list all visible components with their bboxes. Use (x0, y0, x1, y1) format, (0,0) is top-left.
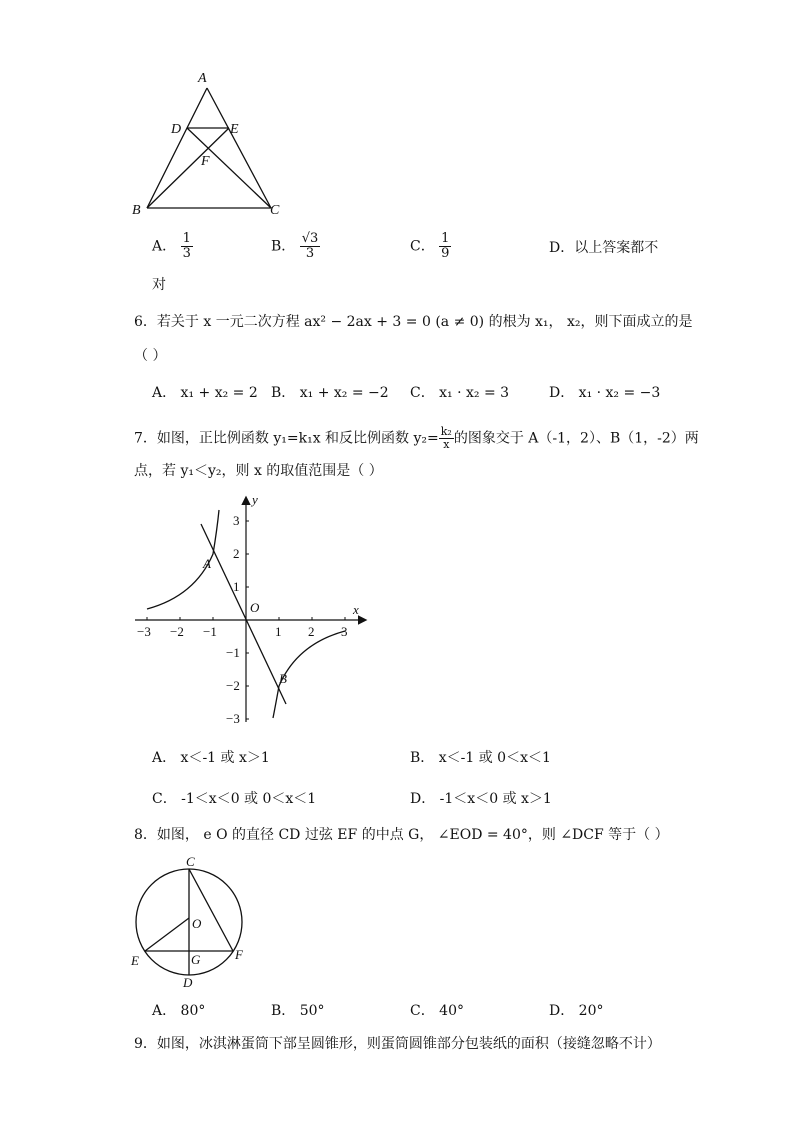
origin-label: O (250, 600, 260, 615)
q5-option-b[interactable] (271, 232, 320, 261)
numerator: √3 (301, 231, 319, 246)
side-ab (147, 88, 207, 208)
q5-option-d-wrap: 对 (152, 277, 166, 293)
label-g: G (191, 952, 201, 967)
point-a-label: A (203, 556, 211, 571)
q7-stem-part2: 的图象交于 A（-1，2）、B（1，-2）两 (453, 430, 699, 447)
side-ac (207, 88, 271, 208)
q5-option-a[interactable] (152, 232, 193, 261)
numerator: 1 (441, 231, 450, 246)
q8-option-c[interactable]: C． 40° (410, 1003, 464, 1019)
option-letter: A． (152, 238, 177, 255)
y-tick-label-2: 2 (233, 546, 240, 561)
label-o: O (192, 916, 202, 931)
denominator: 3 (305, 246, 315, 261)
fraction (439, 232, 451, 261)
q7-option-b[interactable]: B． x＜-1 或 0＜x＜1 (410, 750, 551, 766)
x-axis-label: x (353, 602, 359, 617)
fraction (181, 232, 193, 261)
x-tick-label-neg1: −1 (203, 624, 217, 639)
numerator: 1 (182, 231, 191, 246)
point-b-label: B (279, 671, 287, 686)
label-a: A (198, 71, 207, 86)
q9-stem: 9．如图，冰淇淋蛋筒下部呈圆锥形，则蛋筒圆锥部分包装纸的面积（接缝忽略不计） (134, 1036, 661, 1052)
segment-be (147, 128, 229, 208)
q7-option-a[interactable]: A． x＜-1 或 x＞1 (152, 750, 270, 766)
q6-option-c[interactable]: C． x₁ · x₂ = 3 (410, 385, 510, 401)
function-graph-figure (125, 490, 375, 730)
y-tick-label-neg1: −1 (226, 645, 240, 660)
option-letter: C． (410, 238, 435, 255)
x-tick-label-3: 3 (341, 624, 348, 639)
label-c: C (270, 203, 280, 218)
label-b: B (132, 203, 141, 218)
label-e: E (131, 953, 139, 968)
fraction (300, 232, 321, 261)
q7-option-d[interactable]: D． -1＜x＜0 或 x＞1 (410, 791, 552, 807)
q6-option-d[interactable]: D． x₁ · x₂ = −3 (549, 385, 661, 401)
y-axis-label: y (252, 492, 258, 507)
label-c: C (186, 854, 195, 869)
triangle-figure (125, 62, 295, 222)
y-tick-label-neg2: −2 (226, 678, 240, 693)
q5-option-c[interactable] (410, 232, 451, 261)
label-f: F (201, 154, 210, 169)
q7-stem-line1 (134, 426, 699, 451)
q6-option-a[interactable]: A． x₁ + x₂ = 2 (152, 385, 258, 401)
denominator: 9 (441, 246, 450, 261)
q7-stem-line2: 点，若 y₁＜y₂，则 x 的取值范围是（ ） (134, 463, 383, 479)
q8-option-d[interactable]: D． 20° (549, 1003, 604, 1019)
x-tick-label-1: 1 (275, 624, 282, 639)
denominator: 3 (182, 246, 191, 261)
fraction-k2-over-x (439, 426, 454, 451)
q8-stem: 8．如图， e O 的直径 CD 过弦 EF 的中点 G， ∠EOD = 40°，则 ∠DCF 等于（ ） (134, 827, 669, 843)
label-f: F (235, 947, 243, 962)
q7-option-c[interactable]: C． -1＜x＜0 或 0＜x＜1 (152, 791, 317, 807)
y-tick-label-3: 3 (233, 513, 240, 528)
denominator: x (443, 438, 450, 451)
option-letter: B． (271, 238, 296, 255)
y-tick-label-1: 1 (233, 579, 240, 594)
label-d: D (171, 122, 182, 137)
circle-figure (125, 852, 265, 992)
label-e: E (230, 122, 239, 137)
numerator: k₂ (440, 425, 452, 438)
x-tick-label-neg3: −3 (137, 624, 151, 639)
segment-cf (189, 869, 233, 951)
q5-option-d[interactable]: D．以上答案都不 (549, 240, 659, 256)
q6-stem: 6．若关于 x 一元二次方程 ax² − 2ax + 3 = 0 (a ≠ 0) 的根为 x₁， x₂，则下面成立的是 (134, 314, 693, 330)
q8-option-b[interactable]: B． 50° (271, 1003, 325, 1019)
q6-option-b[interactable]: B． x₁ + x₂ = −2 (271, 385, 389, 401)
q7-stem-part1: 7．如图，正比例函数 y₁=k₁x 和反比例函数 y₂= (134, 430, 439, 447)
x-tick-label-2: 2 (308, 624, 315, 639)
segment-cd (187, 128, 271, 208)
x-tick-label-neg2: −2 (170, 624, 184, 639)
y-tick-label-neg3: −3 (226, 711, 240, 726)
q6-stem-paren: （ ） (134, 348, 167, 364)
q8-option-a[interactable]: A． 80° (152, 1003, 206, 1019)
segment-oe (145, 918, 189, 951)
label-d: D (183, 975, 193, 990)
